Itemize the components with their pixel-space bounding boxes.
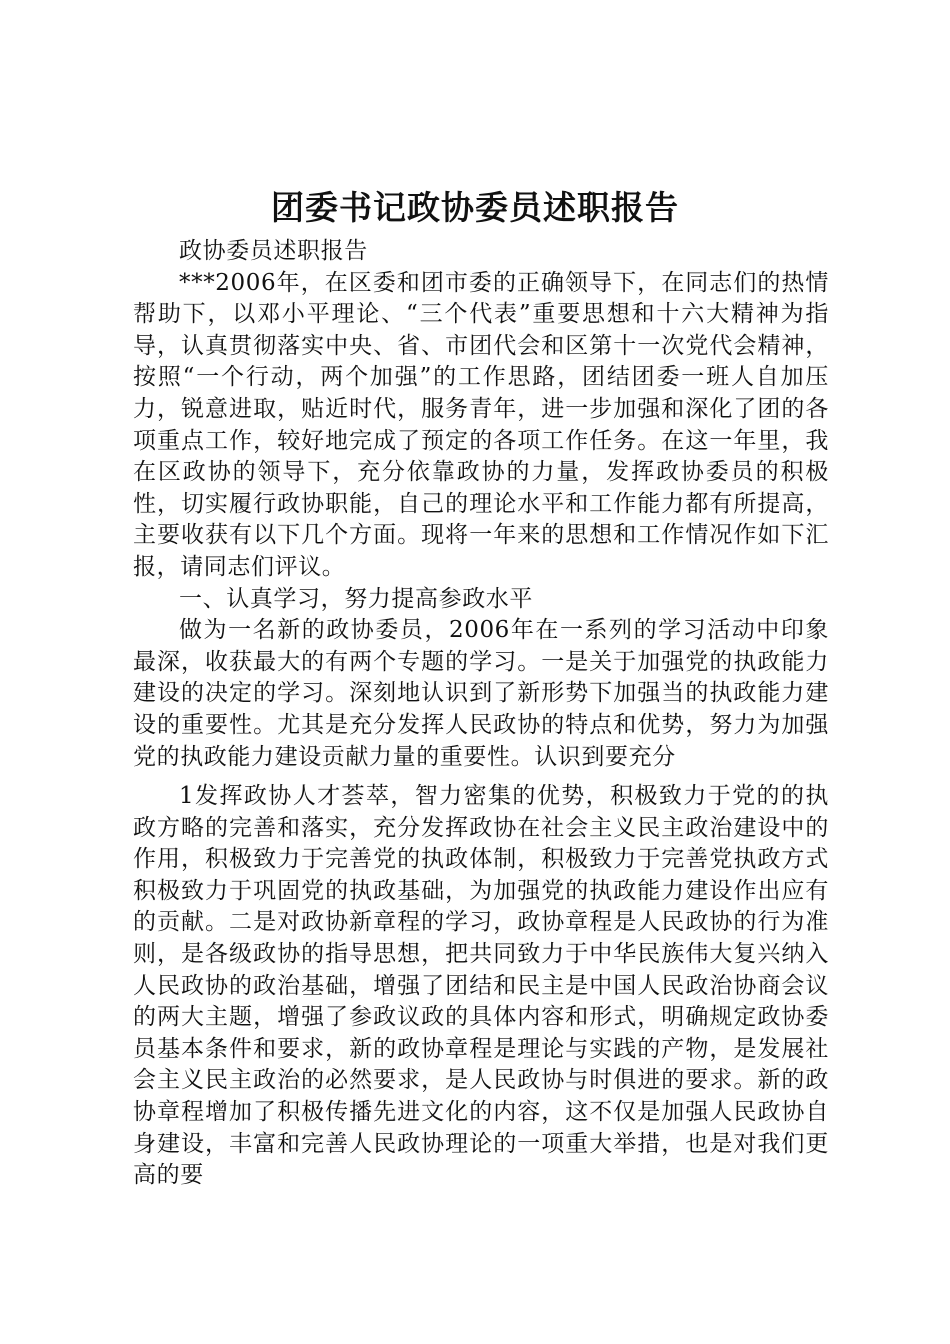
section-heading: 一、认真学习，努力提高参政水平 [179,585,533,612]
document-body [133,236,829,1192]
intro-paragraph: ***2006年，在区委和团市委的正确领导下，在同志们的热情帮助下，以邓小平理论、“三个代表”重要思想和十六大精神为指导，认真贯彻落实中央、省、市团代会和区第十一次党代会精神，按照“一个行动，两个加强”的工作思路，团结团委一班人自加压力，锐意进取，贴近时代，服务青年，进一步加强和深化了团的各项重点工作，较好地完成了预定的各项工作任务。在这一年里，我在区政协的领导下，充分依靠政协的力量，发挥政协委员的积极性，切实履行政协职能，自己的理论水平和工作能力都有所提高，主要收获有以下几个方面。现将一年来的思想和工作情况作如下汇报，请同志们评议。 [133,269,829,580]
document-title: 团委书记政协委员述职报告 [271,188,679,227]
body-paragraph: 1发挥政协人才荟萃，智力密集的优势，积极致力于党的的执政方略的完善和落实，充分发挥政协在社会主义民主政治建设中的作用，积极致力于完善党的执政体制，积极致力于完善党执政方式积极致力于巩固党的执政基础，为加强党的执政能力建设作出应有的贡献。二是对政协新章程的学习，政协章程是人民政协的行为准则，是各级政协的指导思想，把共同致力于中华民族伟大复兴纳入人民政协的政治基础，增强了团结和民主是中国人民政治协商会议的两大主题，增强了参政议政的具体内容和形式，明确规定政协委员基本条件和要求，新的政协章程是理论与实践的产物，是发展社会主义民主政治的必然要求，是人民政协与时俱进的要求。新的政协章程增加了积极传播先进文化的内容，这不仅是加强人民政协自身建设，丰富和完善人民政协理论的一项重大举措，也是对我们更高的要 [133,783,829,1189]
body-paragraph: 做为一名新的政协委员，2006年在一系列的学习活动中印象最深，收获最大的有两个专题的学习。一是关于加强党的执政能力建设的决定的学习。深刻地认识到了新形势下加强当的执政能力建设的重要性。尤其是充分发挥人民政协的特点和优势，努力为加强党的执政能力建设贡献力量的重要性。认识到要充分 [133,617,829,770]
subtitle-paragraph: 政协委员述职报告 [179,238,368,264]
